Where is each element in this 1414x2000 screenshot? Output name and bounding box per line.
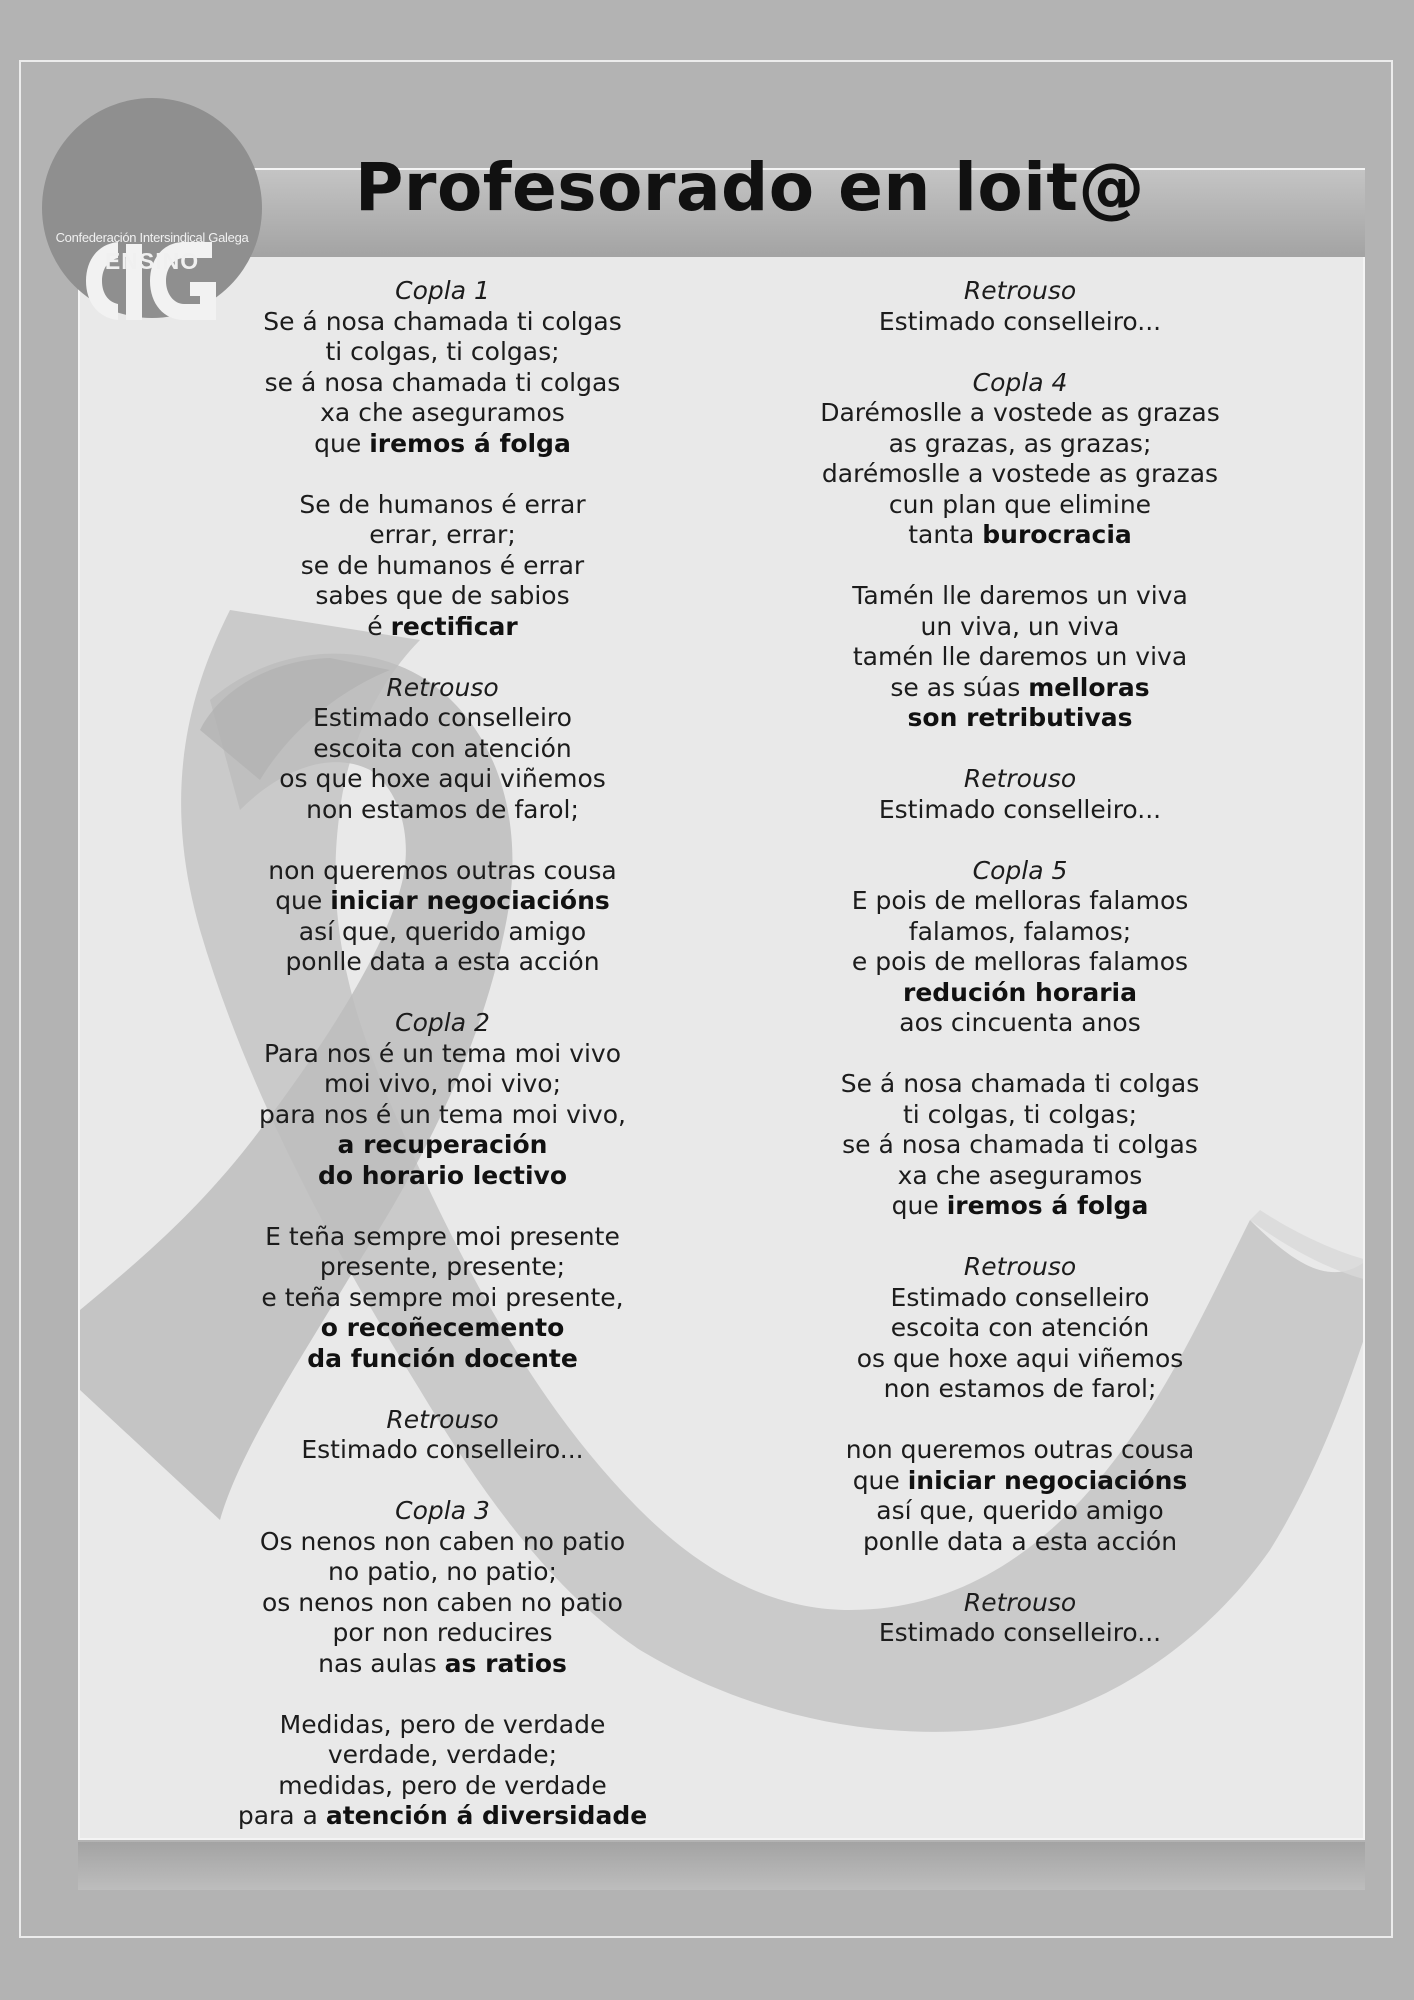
verse-text: sabes que de sabios (315, 581, 570, 610)
verse-text: tanta (908, 520, 983, 549)
verse-line (210, 1771, 675, 1802)
verse-text: tamén lle daremos un viva (852, 642, 1188, 671)
verse-line (790, 520, 1250, 551)
verse-line (790, 1161, 1250, 1192)
verse-line (790, 581, 1250, 612)
verse-text: medidas, pero de verdade (278, 1770, 607, 1800)
stanza-heading: Copla 3 (395, 1496, 490, 1525)
verse-line (210, 490, 675, 521)
verse-emphasis: o recoñecemento (320, 1313, 565, 1342)
verse-text: por non reducires (332, 1618, 553, 1647)
stanza (210, 856, 675, 978)
verse-line (210, 612, 675, 643)
verse-line (790, 642, 1250, 673)
stanza (790, 581, 1250, 734)
verse-text: escoita con atención (890, 1313, 1150, 1342)
verse-text: darémoslle a vostede as grazas (821, 459, 1219, 488)
verse-text: así que, querido amigo (876, 1496, 1164, 1525)
verse-line (210, 520, 675, 551)
verse-line (790, 1130, 1250, 1161)
verse-text: Estimado conselleiro... (878, 1618, 1162, 1647)
verse-text: que (852, 1465, 908, 1495)
verse-emphasis: atención á diversidade (325, 1801, 648, 1830)
verse-text: aos cincuenta anos (899, 1008, 1141, 1037)
verse-line (210, 917, 675, 948)
stanza (790, 856, 1250, 1039)
page-title: Profesorado en loit@ (355, 149, 1145, 226)
verse-text: así que, querido amigo (298, 916, 587, 946)
verse-emphasis: do horario lectivo (317, 1160, 568, 1190)
verse-line (210, 1618, 675, 1649)
verse-text: ponlle data a esta acción (862, 1526, 1178, 1556)
verse-line (790, 1008, 1250, 1039)
verse-line (790, 1100, 1250, 1131)
stanza (790, 276, 1250, 337)
stanza-heading: Copla 1 (395, 276, 490, 305)
verse-text: Estimado conselleiro... (878, 306, 1162, 336)
verse-line (210, 429, 675, 460)
verse-line (210, 703, 675, 734)
verse-text: se á nosa chamada ti colgas (264, 367, 621, 397)
verse-emphasis: iniciar negociacións (330, 886, 610, 915)
verse-text: e teña sempre moi presente, (261, 1282, 624, 1312)
verse-line (790, 1344, 1250, 1375)
verse-text: non queremos outras cousa (845, 1435, 1195, 1464)
verse-line (790, 947, 1250, 978)
verse-line (790, 307, 1250, 338)
verse-line (790, 917, 1250, 948)
verse-line (210, 398, 675, 429)
verse-line (790, 978, 1250, 1009)
verse-text: un viva, un viva (920, 611, 1120, 641)
verse-line (790, 703, 1250, 734)
verse-text: se de humanos é errar (300, 550, 585, 580)
verse-text: Darémoslle a vostede as grazas (820, 398, 1220, 427)
stanza (210, 1496, 675, 1679)
stanza (210, 673, 675, 826)
stanza-heading: Copla 5 (972, 855, 1068, 885)
verse-line (210, 1557, 675, 1588)
verse-text: que (275, 886, 331, 915)
verse-text: falamos, falamos; (908, 916, 1132, 946)
verse-text: Estimado conselleiro... (878, 794, 1162, 824)
verse-text: no patio, no patio; (328, 1557, 557, 1586)
verse-line (210, 307, 675, 338)
stanza (210, 1710, 675, 1832)
stanza-heading: Retrouso (963, 764, 1077, 793)
stanza (210, 1008, 675, 1191)
verse-line (210, 1039, 675, 1070)
verse-line (790, 429, 1250, 460)
verse-line (790, 459, 1250, 490)
stanza (210, 1222, 675, 1375)
stanza (790, 1588, 1250, 1649)
verse-text: se as súas (890, 672, 1029, 702)
verse-line (210, 1283, 675, 1314)
verse-text: ti colgas, ti colgas; (325, 337, 560, 366)
verse-text: Se á nosa chamada ti colgas (263, 306, 622, 336)
verse-text: os nenos non caben no patio (262, 1587, 623, 1617)
verse-emphasis: iremos á folga (946, 1191, 1149, 1220)
stanza (790, 764, 1250, 825)
verse-text: e pois de melloras falamos (851, 947, 1189, 976)
verse-line (790, 1283, 1250, 1314)
verse-line (210, 1252, 675, 1283)
verse-text: é (367, 611, 391, 641)
verse-emphasis: iniciar negociacións (907, 1465, 1188, 1495)
verse-text: Estimado conselleiro (890, 1282, 1150, 1312)
verse-line (790, 1466, 1250, 1497)
verse-line (790, 1527, 1250, 1558)
verse-text: escoita con atención (313, 733, 572, 763)
verse-emphasis: melloras (1028, 672, 1150, 702)
verse-text: que (891, 1191, 947, 1220)
verse-line (210, 1710, 675, 1741)
stanza-heading: Retrouso (386, 1404, 499, 1434)
verse-text: os que hoxe aqui viñemos (856, 1343, 1184, 1373)
verse-line (790, 1435, 1250, 1466)
verse-line (210, 1161, 675, 1192)
verse-text: Medidas, pero de verdade (279, 1709, 606, 1739)
footer-band (78, 1842, 1365, 1890)
verse-line (790, 612, 1250, 643)
verse-emphasis: burocracia (982, 520, 1132, 549)
verse-line (790, 1618, 1250, 1649)
verse-emphasis: da función docente (307, 1343, 578, 1373)
verse-text: verdade, verdade; (327, 1740, 558, 1769)
verse-text: se á nosa chamada ti colgas (842, 1130, 1198, 1159)
verse-text: Estimado conselleiro... (301, 1435, 584, 1464)
verse-text: presente, presente; (319, 1252, 566, 1281)
verse-line (790, 1069, 1250, 1100)
verse-line (210, 1740, 675, 1771)
verse-text: Os nenos non caben no patio (259, 1526, 626, 1556)
verse-text: para a (237, 1801, 326, 1830)
stanza (210, 490, 675, 643)
stanza-heading: Copla 2 (395, 1008, 490, 1037)
stanza (210, 1405, 675, 1466)
verse-line (210, 1801, 675, 1832)
verse-line (210, 1527, 675, 1558)
verse-text: non estamos de farol; (883, 1374, 1157, 1403)
stanza-heading: Retrouso (963, 1587, 1077, 1617)
verse-emphasis: redución horaria (903, 977, 1137, 1007)
verse-line (210, 337, 675, 368)
verse-line (210, 734, 675, 765)
verse-line (210, 886, 675, 917)
logo-org-name: Confederación Intersindical Galega (55, 230, 249, 245)
verse-text: Se de humanos é errar (299, 489, 586, 519)
stanza-heading: Retrouso (963, 1252, 1077, 1281)
verse-line (210, 1130, 675, 1161)
verse-line (210, 368, 675, 399)
stanza (790, 1435, 1250, 1557)
logo-sector: ENSINO (104, 248, 200, 274)
stanza (210, 276, 675, 459)
lyrics-column-left (210, 276, 675, 1832)
verse-line (210, 551, 675, 582)
stanza (790, 368, 1250, 551)
verse-line (790, 886, 1250, 917)
stanza-heading: Retrouso (386, 672, 499, 702)
verse-line (210, 581, 675, 612)
lyrics-column-right (790, 276, 1250, 1649)
verse-text: Tamén lle daremos un viva (852, 581, 1188, 610)
verse-line (210, 1588, 675, 1619)
verse-emphasis: iremos á folga (369, 428, 571, 458)
verse-line (210, 1069, 675, 1100)
stanza (790, 1252, 1250, 1405)
verse-line (210, 1222, 675, 1253)
verse-line (210, 1100, 675, 1131)
verse-text: xa che aseguramos (897, 1160, 1143, 1190)
verse-line (210, 1649, 675, 1680)
verse-emphasis: a recuperación (337, 1130, 548, 1159)
verse-line (210, 856, 675, 887)
verse-text: non estamos de farol; (306, 794, 579, 824)
verse-text: E pois de melloras falamos (851, 886, 1189, 915)
verse-line (790, 398, 1250, 429)
verse-text: non queremos outras cousa (268, 855, 617, 885)
verse-text: Se á nosa chamada ti colgas (840, 1069, 1200, 1098)
verse-line (210, 1344, 675, 1375)
verse-text: Estimado conselleiro (313, 703, 572, 732)
verse-text: nas aulas (318, 1648, 445, 1678)
verse-line (790, 1496, 1250, 1527)
verse-line (790, 795, 1250, 826)
stanza-heading: Copla 4 (972, 367, 1068, 397)
verse-text: os que hoxe aqui viñemos (279, 764, 606, 793)
verse-text: cun plan que elimine (888, 489, 1152, 519)
verse-line (790, 1191, 1250, 1222)
verse-line (210, 1435, 675, 1466)
verse-line (790, 1313, 1250, 1344)
verse-text: as grazas, as grazas; (888, 428, 1152, 458)
verse-line (790, 673, 1250, 704)
verse-text: ti colgas, ti colgas; (902, 1099, 1138, 1129)
verse-emphasis: rectificar (390, 611, 518, 641)
verse-text: que (314, 428, 370, 458)
verse-text: errar, errar; (369, 520, 516, 549)
verse-line (790, 490, 1250, 521)
verse-line (210, 764, 675, 795)
stanza-heading: Retrouso (963, 276, 1077, 305)
verse-text: xa che aseguramos (320, 398, 565, 427)
verse-emphasis: son retributivas (907, 703, 1133, 732)
verse-line (210, 795, 675, 826)
verse-line (210, 947, 675, 978)
verse-line (210, 1313, 675, 1344)
verse-text: ponlle data a esta acción (285, 947, 600, 976)
verse-emphasis: as ratios (444, 1648, 567, 1678)
verse-text: para nos é un tema moi vivo, (259, 1099, 626, 1129)
stanza (790, 1069, 1250, 1222)
verse-line (790, 1374, 1250, 1405)
verse-text: moi vivo, moi vivo; (323, 1069, 562, 1098)
verse-text: Para nos é un tema moi vivo (263, 1038, 622, 1068)
verse-text: E teña sempre moi presente (265, 1221, 620, 1251)
